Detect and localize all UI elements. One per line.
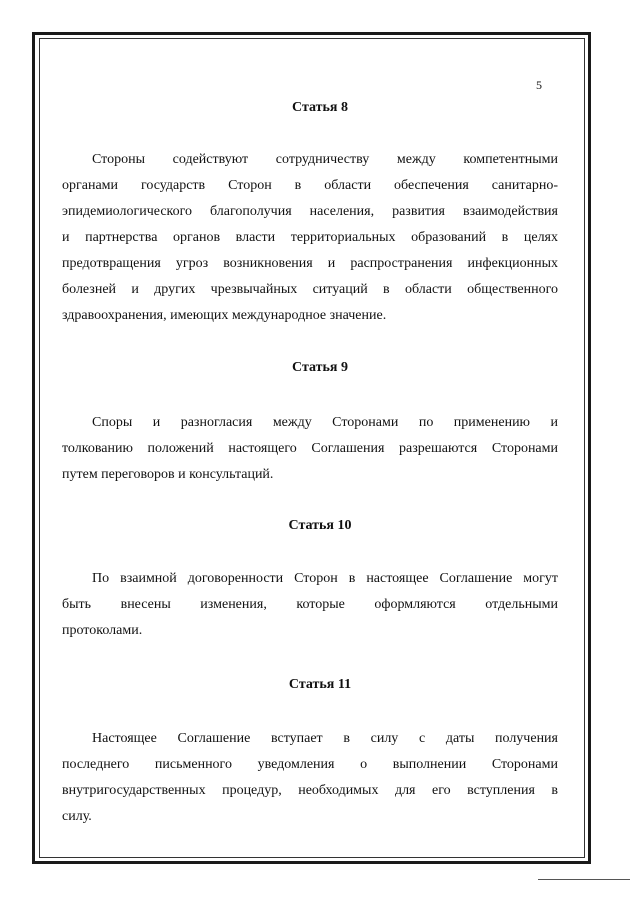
- text-line: Споры и разногласия между Сторонами по применению и: [92, 415, 558, 430]
- text-line: протоколами.: [62, 623, 143, 638]
- article-10-text: [62, 566, 558, 644]
- page-number: 5: [536, 78, 542, 92]
- article-9-text: [62, 410, 558, 488]
- article-8-text: [62, 147, 558, 329]
- text-line: быть внесены изменения, которые оформляются отдельными: [62, 597, 558, 612]
- text-line: последнего письменного уведомления о выполнении Сторонами: [62, 757, 558, 772]
- article-11-text: [62, 726, 558, 830]
- text-line: эпидемиологического благополучия населения, развития взаимодействия: [62, 204, 558, 219]
- text-line: предотвращения угроз возникновения и распространения инфекционных: [62, 256, 558, 271]
- article-9-heading: Статья 9: [292, 360, 348, 375]
- text-line: Стороны содействуют сотрудничеству между компетентными: [92, 152, 558, 167]
- text-line: Настоящее Соглашение вступает в силу с даты получения: [92, 731, 558, 746]
- article-11-heading: Статья 11: [288, 677, 352, 692]
- text-line: органами государств Сторон в области обеспечения санитарно-: [62, 178, 558, 193]
- scan-edge-line: [538, 879, 630, 880]
- article-8-heading: Статья 8: [292, 100, 348, 115]
- article-10-heading: Статья 10: [288, 518, 352, 533]
- text-line: силу.: [62, 809, 92, 824]
- text-line: болезней и других чрезвычайных ситуаций в области общественного: [62, 282, 558, 297]
- text-line: здравоохранения, имеющих международное значение.: [62, 308, 387, 323]
- text-line: путем переговоров и консультаций.: [62, 467, 274, 482]
- text-line: и партнерства органов власти территориальных образований в целях: [62, 230, 558, 245]
- text-line: внутригосударственных процедур, необходимых для его вступления в: [62, 783, 558, 798]
- text-line: толкованию положений настоящего Соглашения разрешаются Сторонами: [62, 441, 558, 456]
- text-line: По взаимной договоренности Сторон в настоящее Соглашение могут: [92, 571, 558, 586]
